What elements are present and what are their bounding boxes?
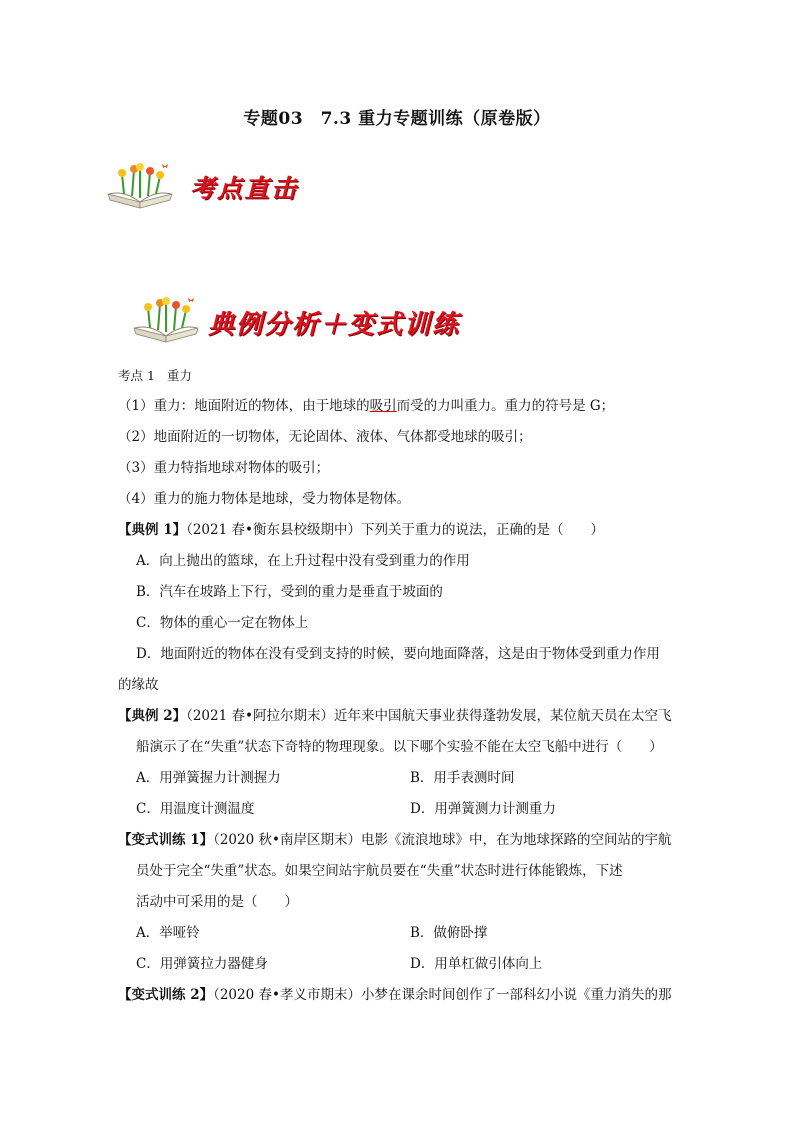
q1-option-d: D．地面附近的物体在没有受到支持的时候，要向地面降落，这是由于物体受到重力作用 xyxy=(136,646,660,662)
question-1-stem: 【典例 1】（2021 春•衡东县校级期中）下列关于重力的说法，正确的是（ ） xyxy=(118,522,604,538)
q3-option-a: A．举哑铃 xyxy=(136,925,200,941)
question-4-stem: 【变式训练 2】（2020 春•孝义市期末）小梦在课余时间创作了一部科幻小说《重力消失的那 xyxy=(118,987,672,1003)
question-3-stem-cont-2: 活动中可采用的是（ ） xyxy=(136,894,298,910)
q2-options-row-1 xyxy=(118,763,678,794)
question-2-stem-cont: 船演示了在“失重”状态下奇特的物理现象。以下哪个实验不能在太空飞船中进行（ ） xyxy=(136,739,663,755)
q2-options-row-2 xyxy=(118,794,678,825)
kaodian-heading: 考点 1 重力 xyxy=(118,368,192,383)
q2-option-d: D．用弹簧测力计测重力 xyxy=(410,801,556,817)
q3-options-row-1 xyxy=(118,918,678,949)
q3-option-c: C．用弹簧拉力器健身 xyxy=(136,956,268,972)
underlined-term: 吸引 xyxy=(369,398,397,414)
banner-kaodian xyxy=(104,160,298,210)
q1-option-a: A．向上抛出的篮球，在上升过程中没有受到重力的作用 xyxy=(136,553,470,569)
q3-option-b: B．做俯卧撑 xyxy=(410,925,488,941)
banner-kaodian-text: 考点直击 xyxy=(190,174,299,203)
q3-options-row-2 xyxy=(118,949,678,980)
q1-option-c: C．物体的重心一定在物体上 xyxy=(136,615,309,631)
q1-option-d-cont: 的缘故 xyxy=(118,677,159,693)
question-3-stem-cont-1: 员处于完全“失重”状态。如果空间站宇航员要在“失重”状态时进行体能锻炼，下述 xyxy=(136,863,623,879)
question-2-stem: 【典例 2】（2021 春•阿拉尔期末）近年来中国航天事业获得蓬勃发展，某位航天员在太空飞 xyxy=(118,708,672,724)
q3-option-d: D．用单杠做引体向上 xyxy=(410,956,543,972)
page-title: 专题03 7.3 重力专题训练（原卷版） xyxy=(243,109,551,129)
document-body xyxy=(118,360,678,1011)
point-3: （3）重力特指地球对物体的吸引； xyxy=(118,460,330,476)
banner-dianli-text: 典例分析＋变式训练 xyxy=(208,309,461,340)
q1-option-b: B．汽车在坡路上下行，受到的重力是垂直于坡面的 xyxy=(136,584,443,600)
q2-option-a: A．用弹簧握力计测握力 xyxy=(136,770,281,786)
open-book-flowers-icon xyxy=(104,160,176,210)
banner-dianli xyxy=(130,294,460,344)
point-1: （1）重力：地面附近的物体，由于地球的吸引而受的力叫重力。重力的符号是 G； xyxy=(118,398,615,414)
question-3-stem: 【变式训练 1】（2020 秋•南岸区期末）电影《流浪地球》中，在为地球探路的空间站的宇航 xyxy=(118,832,672,848)
point-2: （2）地面附近的一切物体，无论固体、液体、气体都受地球的吸引； xyxy=(118,429,532,445)
open-book-flowers-icon xyxy=(130,294,202,344)
q2-option-c: C．用温度计测温度 xyxy=(136,801,255,817)
point-4: （4）重力的施力物体是地球，受力物体是物体。 xyxy=(118,491,411,507)
q2-option-b: B．用手表测时间 xyxy=(410,770,515,786)
